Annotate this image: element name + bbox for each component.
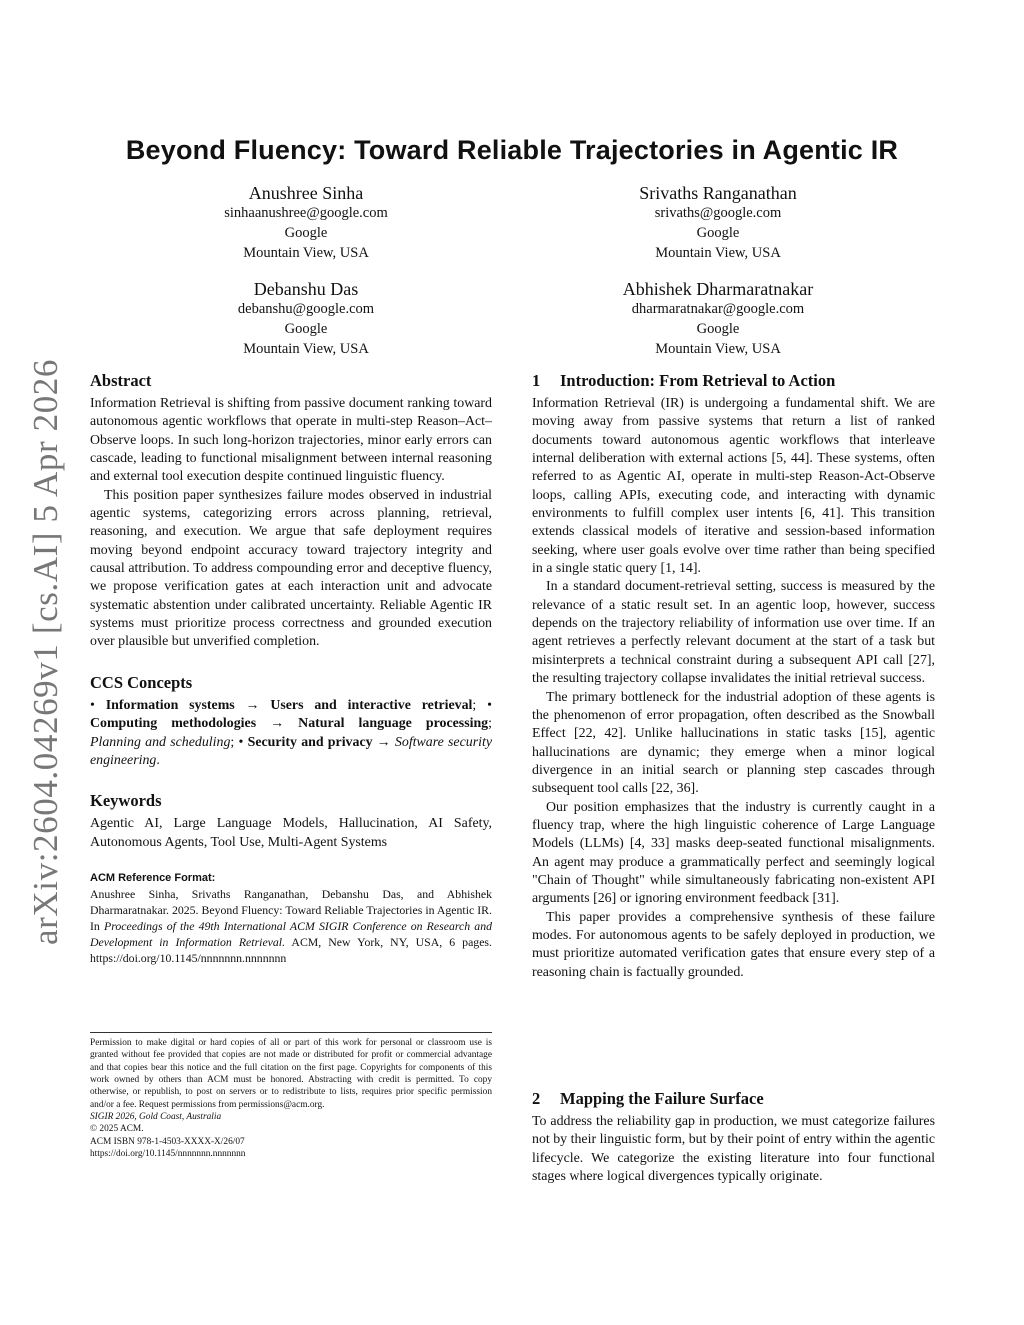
acm-reference-heading: ACM Reference Format: — [90, 871, 216, 884]
copyright-line: © 2025 ACM. — [90, 1124, 144, 1135]
body-paragraph: The primary bottleneck for the industrial adoption of these agents is the phenomenon of error propagation, often described as the Snowball Effect [22, 42]. Unlike hallucinations in static tasks [15], agentic hallucinations are dynamic; they emerge when a minor logical divergence in an initial search or planning step cascades through subsequent tool calls [22, 36]. — [532, 689, 935, 797]
doi-line: https://doi.org/10.1145/nnnnnnn.nnnnnnn — [90, 1149, 246, 1160]
ccs-heading: CCS Concepts — [90, 672, 193, 692]
abstract-paragraph: This position paper synthesizes failure modes observed in industrial agentic systems, categorizing errors across planning, retrieval, reasoning, and execution. We argue that safe deployment requires moving beyond endpoint accuracy toward trajectory integrity and causal attribution. To address compounding error and deceptive fluency, we propose verification gates at each interaction unit and advocate systematic abstention under calibrated uncertainty. Reliable Agentic IR systems must prioritize process correctness and grounded execution over plausible but unverified completion. — [90, 487, 492, 650]
abstract-paragraph: Information Retrieval is shifting from passive document ranking toward autonomous agentic workflows that operate in multi-step Reason–Act–Observe loops. In such long-horizon trajectories, minor early errors can cascade, leading to functional misalignment between internal reasoning and external tool execution despite continued linguistic fluency. — [90, 396, 492, 485]
author-location: Mountain View, USA — [243, 341, 369, 358]
body-paragraph: To address the reliability gap in production, we must categorize failures not by their linguistic form, but by their point of entry within the agentic lifecycle. We categorize the existing literature into four functional stages where logical divergences typically originate. — [532, 1114, 935, 1185]
right-column — [532, 370, 935, 982]
author-block — [126, 181, 486, 264]
section-heading: 1 Introduction: From Retrieval to Action — [532, 371, 836, 390]
author-block — [538, 277, 898, 360]
section-heading: 2 Mapping the Failure Surface — [532, 1089, 764, 1108]
author-location: Mountain View, USA — [655, 341, 781, 358]
arxiv-stamp: arXiv:2604.04269v1 [cs.AI] 5 Apr 2026 — [26, 358, 65, 945]
author-org: Google — [284, 321, 328, 338]
ccs-concepts: • Information systems → Users and interactive retrieval; • Computing methodologies → Natural language processing; Planning and scheduling; • Security and privacy → Software security engineering. — [90, 697, 492, 768]
author-name: Srivaths Ranganathan — [639, 183, 797, 203]
permission-notice — [90, 1032, 492, 1160]
author-org: Google — [696, 321, 740, 338]
author-org: Google — [284, 225, 328, 242]
author-email: dharmaratnakar@google.com — [631, 301, 805, 317]
body-paragraph: Our position emphasizes that the industry is currently caught in a fluency trap, where the high linguistic coherence of Large Language Models (LLMs) [4, 33] masks deep-seated functional misalignments. An agent may produce a grammatically perfect and seemingly logical "Chain of Thought" while simultaneously fabricating non-existent API arguments [26] or ignoring environment feedback [31]. — [532, 799, 935, 907]
body-paragraph: In a standard document-retrieval setting, success is measured by the relevance of a static result set. In an agentic loop, however, success depends on the trajectory reliability of information use over time. If an agent retrieves a perfectly relevant document at the start of a task but misinterprets a technical constraint during a subsequent API call [27], the resulting trajectory collapse invalidates the initial retrieval success. — [532, 579, 935, 687]
permission-text: Permission to make digital or hard copies of all or part of this work for personal or classroom use is granted without fee provided that copies are not made or distributed for profit or commercial advantage and that copies bear this notice and the full citation on the first page. Copyrights for components of this work owned by others than ACM must be honored. Abstracting with credit is permitted. To copy otherwise, or republish, to post on servers or to redistribute to lists, requires prior specific permission and/or a fee. Request permissions from permissions@acm.org. — [90, 1038, 492, 1110]
author-email: srivaths@google.com — [654, 205, 782, 221]
author-email: sinhaanushree@google.com — [224, 205, 388, 221]
abstract-heading: Abstract — [90, 371, 152, 390]
author-location: Mountain View, USA — [655, 245, 781, 262]
author-name: Anushree Sinha — [248, 183, 364, 203]
body-paragraph: This paper provides a comprehensive synthesis of these failure modes. For autonomous agents to be safely deployed in production, we must prioritize automated verification gates that ensure every step of a reasoning chain is factually grounded. — [532, 909, 935, 980]
author-email: debanshu@google.com — [237, 301, 375, 317]
keywords-text: Agentic AI, Large Language Models, Hallucination, AI Safety, Autonomous Agents, Tool Use, Multi-Agent Systems — [90, 816, 492, 850]
conference-line: SIGIR 2026, Gold Coast, Australia — [90, 1112, 222, 1123]
acm-reference-text: Anushree Sinha, Srivaths Ranganathan, Debanshu Das, and Abhishek Dharmaratnakar. 2025. Beyond Fluency: Toward Reliable Trajectories in Agentic IR. In Proceedings of the 49th International ACM SIGIR Conference on Research and Development in Information Retrieval. ACM, New York, NY, USA, 6 pages. https://doi.org/10.1145/nnnnnnn.nnnnnnn — [90, 886, 492, 965]
author-name: Debanshu Das — [253, 279, 359, 299]
right-column-section2 — [532, 1088, 935, 1186]
author-location: Mountain View, USA — [243, 245, 369, 262]
left-column — [90, 370, 492, 966]
author-block — [126, 277, 486, 360]
paper-title: Beyond Fluency: Toward Reliable Trajectories in Agentic IR — [125, 135, 899, 165]
author-block — [538, 181, 898, 264]
keywords-heading: Keywords — [90, 791, 162, 811]
body-paragraph: Information Retrieval (IR) is undergoing a fundamental shift. We are moving away from passive systems that return a list of ranked documents toward autonomous agentic workflows that interleave internal deliberation with external actions [5, 44]. These systems, often referred to as Agentic AI, operate in multi-step Reason-Act-Observe loops, calling APIs, executing code, and interacting with dynamic environments to fulfill complex user intents [6, 41]. This transition extends classical models of iterative and session-based information seeking, where user goals evolve over time rather than being specified in a single static query [1, 14]. — [532, 396, 935, 577]
isbn-line: ACM ISBN 978-1-4503-XXXX-X/26/07 — [90, 1136, 245, 1147]
author-name: Abhishek Dharmaratnakar — [622, 279, 814, 299]
author-org: Google — [696, 225, 740, 242]
